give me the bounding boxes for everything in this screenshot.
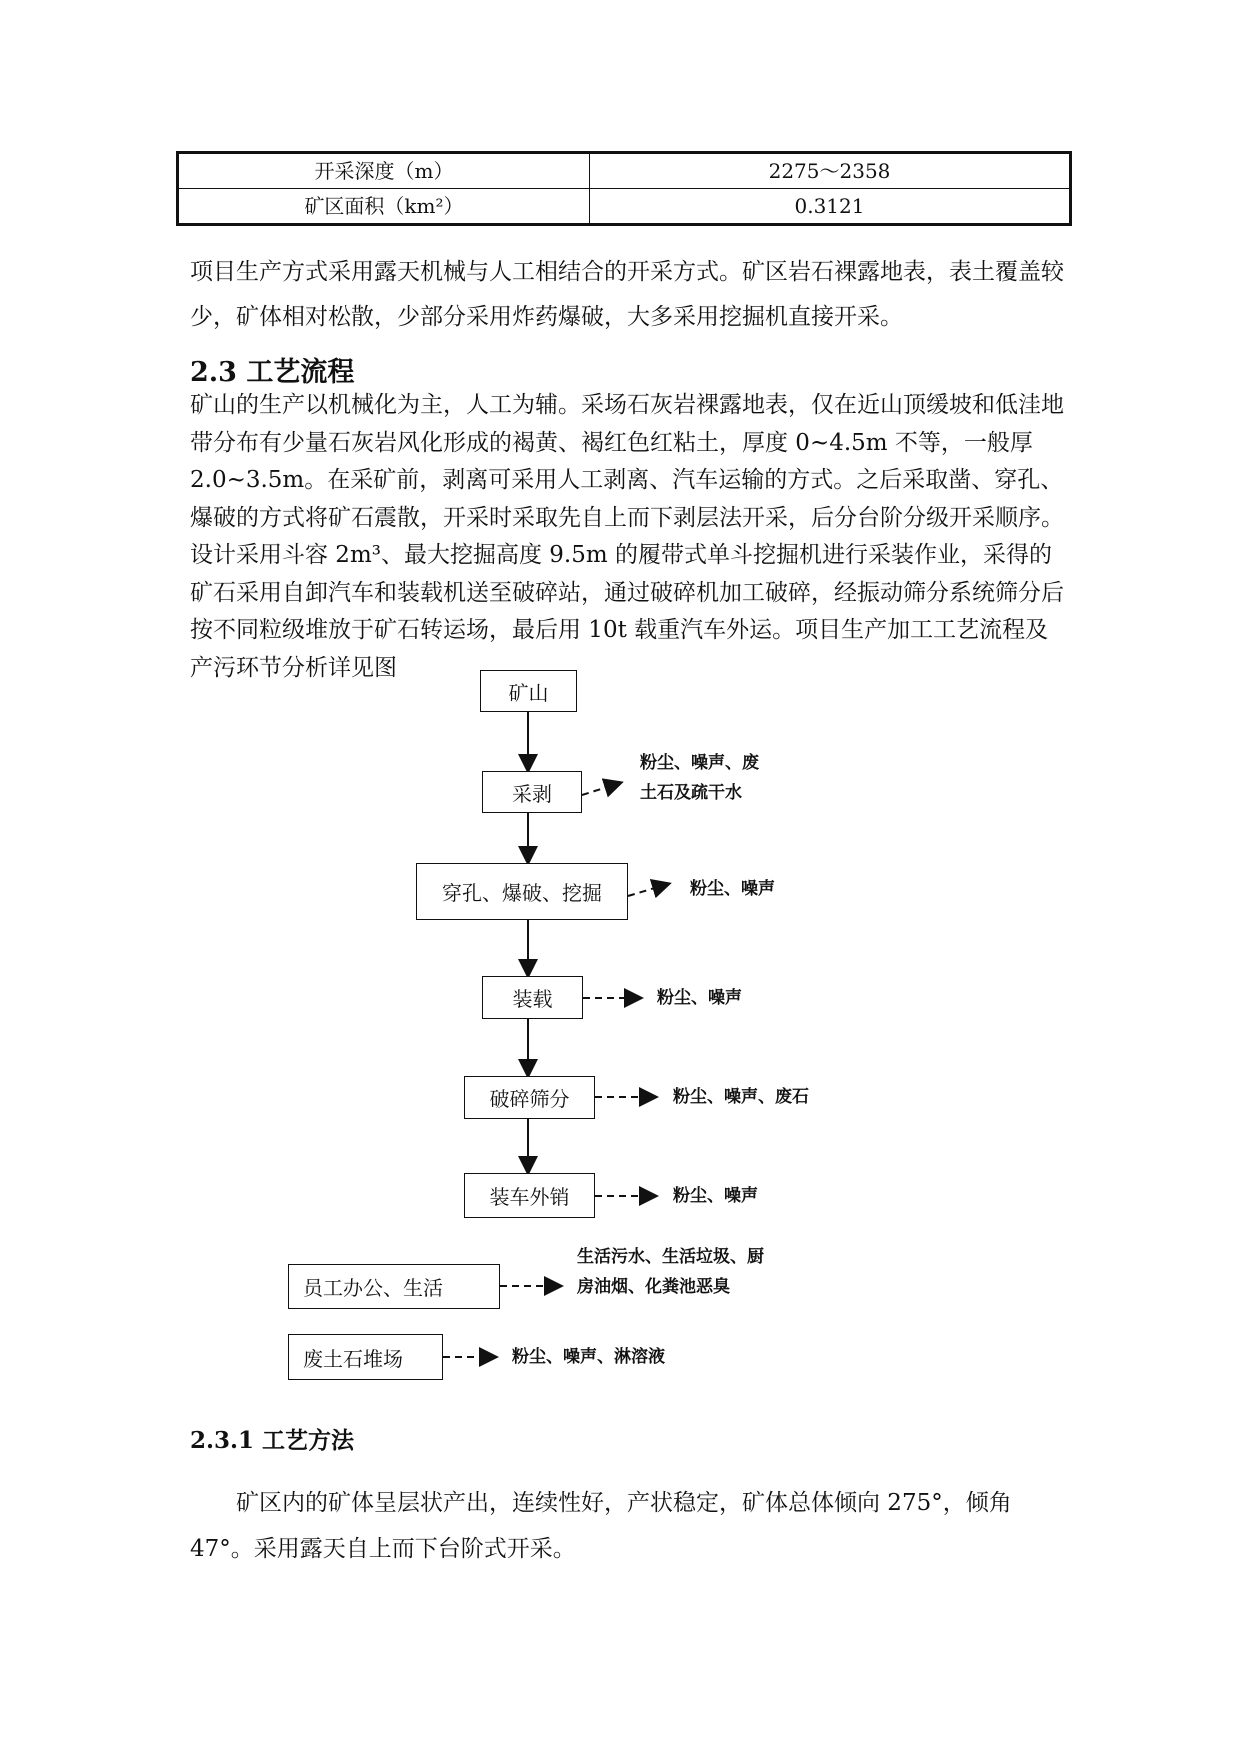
emission-line: 生活污水、生活垃圾、厨	[577, 1247, 764, 1267]
table-cell-value: 2275～2358	[590, 153, 1071, 189]
flow-step-crushing-screening: 破碎筛分	[464, 1076, 595, 1119]
flow-step-loading-sales: 装车外销	[464, 1173, 595, 1218]
section-heading-2-3-1: 2.3.1 工艺方法	[190, 1427, 355, 1454]
emission-label-crushing: 粉尘、噪声、废石	[673, 1087, 809, 1107]
flow-step-drilling-blasting: 穿孔、爆破、挖掘	[416, 863, 628, 920]
paragraph-mining-technique: 矿区内的矿体呈层状产出，连续性好，产状稳定，矿体总体倾向 275°，倾角 47°。采用露天自上而下台阶式开采。	[190, 1490, 1012, 1562]
flow-step-loading: 装载	[482, 976, 583, 1019]
emission-arrow	[582, 783, 620, 795]
emission-arrow	[628, 884, 668, 896]
table-cell-value: 0.3121	[590, 189, 1071, 225]
flow-step-stripping: 采剥	[482, 771, 582, 813]
emission-line: 粉尘、噪声、废	[640, 753, 759, 773]
table-cell-label: 开采深度（m）	[178, 153, 590, 189]
emission-label-loading: 粉尘、噪声	[657, 988, 742, 1008]
paragraph-process-description: 矿山的生产以机械化为主，人工为辅。采场石灰岩裸露地表，仅在近山顶缓坡和低洼地带分布有少量石灰岩风化形成的褐黄、褐红色红粘土，厚度 0~4.5m 不等，一般厚 2.0~3.5m。在采矿前，剥离可采用人工剥离、汽车运输的方式。之后采取凿、穿孔、爆破的方式将矿石震散，开采时采取先自上而下剥层法开采，后分台阶分级开采顺序。设计采用斗容 2m³、最大挖掘高度 9.5m 的履带式单斗挖掘机进行采装作业，采得的矿石采用自卸汽车和装载机送至破碎站，通过破碎机加工破碎，经振动筛分系统筛分后按不同粒级堆放于矿石转运场，最后用 10t 载重汽车外运。项目生产加工工艺流程及产污环节分析详见图	[190, 392, 1064, 681]
emission-label-drilling: 粉尘、噪声	[690, 879, 775, 899]
emission-label-stripping	[640, 748, 759, 808]
emission-line: 土石及疏干水	[640, 783, 742, 803]
emission-line: 房油烟、化粪池恶臭	[577, 1277, 730, 1297]
emission-label-sales: 粉尘、噪声	[673, 1186, 758, 1206]
emission-label-staff	[577, 1242, 764, 1302]
aux-staff-office-living: 员工办公、生活	[288, 1264, 500, 1309]
paragraph-mining-method: 项目生产方式采用露天机械与人工相结合的开采方式。矿区岩石裸露地表，表土覆盖较少，矿体相对松散，少部分采用炸药爆破，大多采用挖掘机直接开采。	[190, 259, 1064, 330]
emission-label-dump: 粉尘、噪声、淋溶液	[512, 1347, 665, 1367]
table-cell-label: 矿区面积（km²）	[178, 189, 590, 225]
aux-waste-rock-dump: 废土石堆场	[288, 1334, 443, 1380]
section-heading-2-3: 2.3 工艺流程	[190, 357, 355, 388]
flow-step-mine: 矿山	[480, 670, 577, 712]
